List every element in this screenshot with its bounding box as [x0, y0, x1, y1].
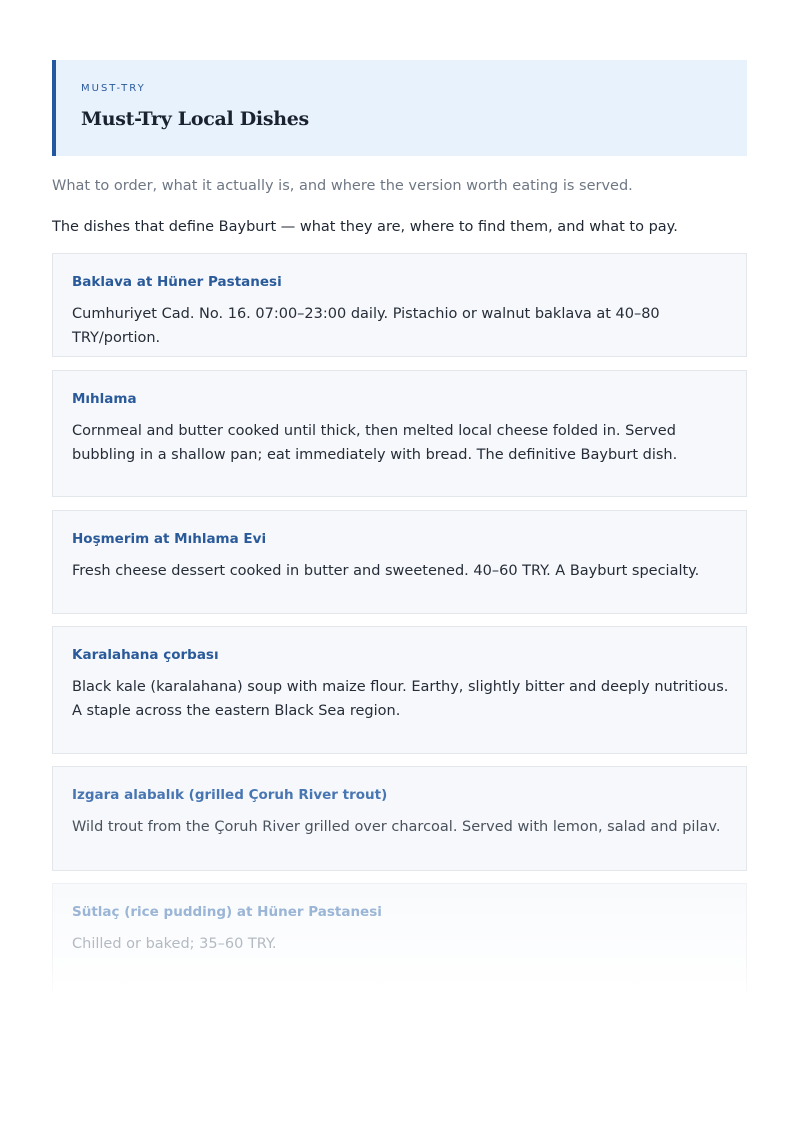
dish-title: Karalahana çorbası [72, 647, 219, 663]
dish-title: Hoşmerim at Mıhlama Evi [72, 531, 267, 547]
page-subtitle: What to order, what it actually is, and where the version worth eating is served. [52, 178, 633, 194]
dish-description: Chilled or baked; 35–60 TRY. [72, 936, 277, 952]
dish-description: Cornmeal and butter cooked until thick, then melted local cheese folded in. Served bubbling in a shallow pan; eat immediately with bread. The definitive Bayburt dish. [72, 423, 678, 463]
dish-title: Izgara alabalık (grilled Çoruh River trout) [72, 787, 388, 803]
dish-description: Fresh cheese dessert cooked in butter and sweetened. 40–60 TRY. A Bayburt specialty. [72, 563, 700, 579]
dish-card-baklava [52, 253, 747, 357]
dish-description: Cumhuriyet Cad. No. 16. 07:00–23:00 daily. Pistachio or walnut baklava at 40–80 TRY/portion. [72, 306, 660, 346]
content-fade-overlay [40, 955, 760, 1005]
dish-card-hosmerim [52, 510, 747, 614]
dish-description: Wild trout from the Çoruh River grilled over charcoal. Served with lemon, salad and pilav. [72, 819, 721, 835]
dish-description: Black kale (karalahana) soup with maize flour. Earthy, slightly bitter and deeply nutritious. A staple across the eastern Black Sea region. [72, 679, 729, 719]
dish-card-mihlama [52, 370, 747, 497]
dish-title: Mıhlama [72, 391, 137, 407]
intro-text: The dishes that define Bayburt — what they are, where to find them, and what to pay. [52, 219, 678, 235]
dish-title: Sütlaç (rice pudding) at Hüner Pastanesi [72, 904, 382, 920]
section-eyebrow: MUST-TRY [81, 83, 146, 94]
page-title: Must-Try Local Dishes [81, 108, 309, 130]
dish-card-karalahana [52, 626, 747, 754]
dish-card-trout [52, 766, 747, 871]
dish-title: Baklava at Hüner Pastanesi [72, 274, 282, 290]
section-header [52, 60, 747, 156]
